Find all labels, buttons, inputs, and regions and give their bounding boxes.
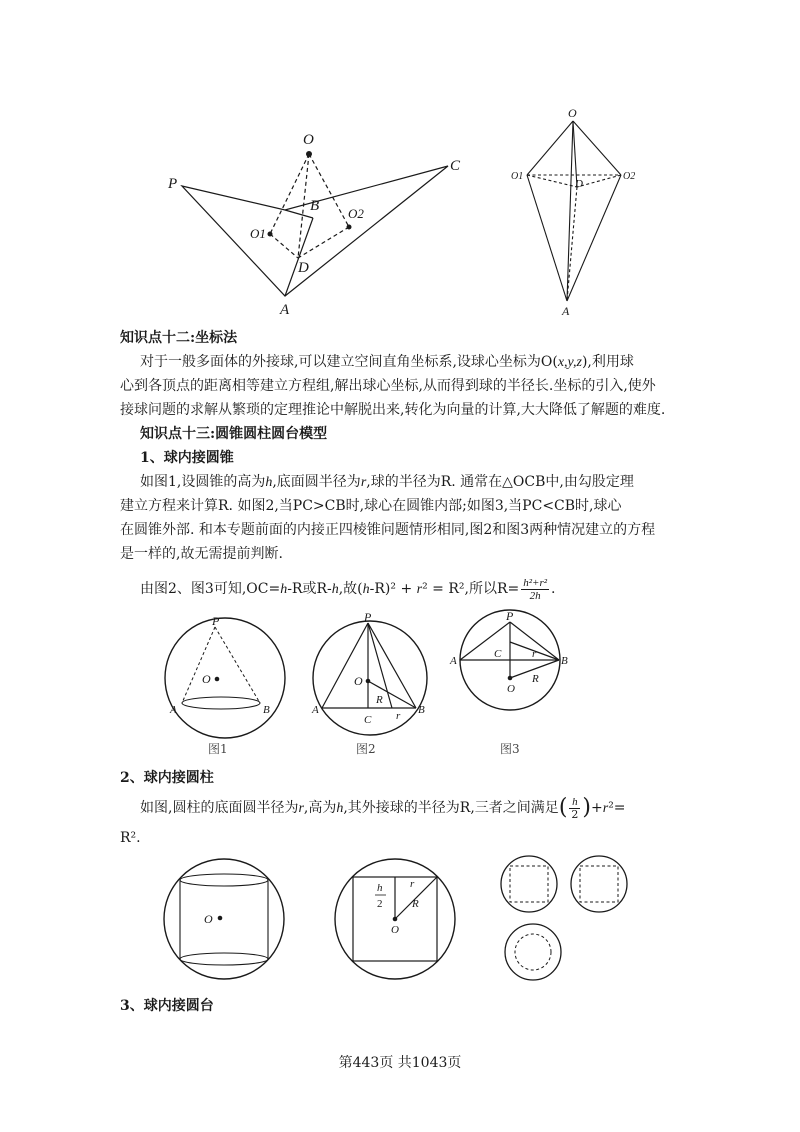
label-O1: O1	[250, 226, 266, 241]
fraction-radius: $\frac{\text{h²+r²}}{2h}$	[523, 576, 548, 602]
section-2-title: 2、球内接圆柱	[120, 770, 214, 786]
label-P: P	[212, 614, 220, 628]
label-R: R	[376, 694, 383, 706]
s1-paragraph-line-1: 如图1,设圆锥的高为h,底面圆半径为r,球的半径为R. 通常在△OCB中,由勾股定理	[140, 474, 634, 490]
cylinder-cross-section-figure	[330, 855, 460, 985]
label-h: h	[377, 882, 383, 894]
label-r: r	[532, 648, 537, 660]
label-O: O	[354, 674, 363, 688]
page-number-footer: 第443页 共1043页	[338, 1055, 462, 1071]
label-O: O	[507, 683, 515, 695]
pyramid-figure-right	[505, 105, 655, 320]
s1-paragraph-line-4: 是一样的,故无需提前判断.	[120, 546, 283, 562]
k13-title: 知识点十三:圆锥圆柱圆台模型	[140, 426, 328, 442]
label-P: P	[168, 176, 178, 192]
label-B: B	[561, 655, 568, 667]
label-two: 2	[377, 898, 383, 910]
label-O: O	[391, 924, 399, 936]
label-A: A	[312, 704, 319, 716]
label-r: r	[396, 710, 401, 722]
label-C: C	[364, 714, 372, 726]
label-P: P	[506, 609, 514, 623]
fraction-half-height: $\frac{h}{2}$	[571, 795, 579, 821]
caption-figure-3: 图3	[500, 742, 520, 756]
caption-figure-1: 图1	[208, 742, 228, 756]
k12-paragraph-line-1: 对于一般多面体的外接球,可以建立空间直角坐标系,设球心坐标为O(x,y,z),利用球	[140, 354, 634, 370]
k12-paragraph-line-3: 接球问题的求解从繁琐的定理推论中解脱出来,转化为向量的计算,大大降低了解题的难度.	[120, 402, 666, 418]
label-D: D	[298, 260, 309, 276]
label-C: C	[450, 158, 461, 174]
label-R: R	[412, 898, 419, 910]
k12-paragraph-line-2: 心到各顶点的距离相等建立方程组,解出球心坐标,从而得到球的半径长.坐标的引入,使外	[120, 378, 656, 394]
label-A: A	[280, 302, 290, 318]
label-O1: O1	[511, 171, 524, 182]
label-A: A	[562, 304, 570, 318]
s1-paragraph-line-2: 建立方程来计算R. 如图2,当PC>CB时,球心在圆锥内部;如图3,当PC<CB时,球心	[120, 498, 622, 514]
label-O: O	[202, 672, 211, 686]
label-O: O	[204, 912, 213, 926]
section-3-title: 3、球内接圆台	[120, 998, 214, 1014]
caption-figure-2: 图2	[356, 742, 376, 756]
pyramid-figure-left	[160, 120, 470, 320]
label-O: O	[303, 132, 314, 148]
label-C: C	[494, 648, 502, 660]
cone-figure-3	[450, 610, 580, 730]
label-O: O	[568, 106, 577, 120]
section-1-title: 1、球内接圆锥	[140, 450, 234, 466]
label-B: B	[263, 704, 270, 716]
label-B: B	[418, 704, 425, 716]
k12-title: 知识点十二:坐标法	[120, 330, 238, 346]
s1-formula-line: 由图2、图3可知,OC=h-R或R-h,故(h-R)² + r² = R²,所以R= $\frac{\text{h²+r²}}{2h}$ .	[140, 576, 556, 602]
cone-figure-2	[310, 610, 440, 745]
cone-figure-1	[160, 615, 290, 745]
cylinder-views-figure	[495, 852, 645, 982]
label-B: B	[310, 198, 320, 214]
s2-paragraph-line-2: R².	[120, 830, 141, 846]
label-P: P	[364, 610, 372, 624]
cylinder-in-sphere-figure	[160, 855, 290, 985]
label-r: r	[410, 878, 415, 890]
s1-paragraph-line-3: 在圆锥外部. 和本专题前面的内接正四棱锥问题情形相同,图2和图3两种情况建立的方程	[120, 522, 656, 538]
label-D: D	[575, 178, 583, 190]
label-A: A	[170, 704, 177, 716]
label-R: R	[532, 673, 539, 685]
label-O2: O2	[623, 171, 636, 182]
label-A: A	[450, 655, 457, 667]
s2-paragraph-line-1: 如图,圆柱的底面圆半径为r,高为h,其外接球的半径为R,三者之间满足( $\frac{h}{2}$ )+r²=	[140, 795, 626, 821]
label-O2: O2	[348, 206, 364, 221]
